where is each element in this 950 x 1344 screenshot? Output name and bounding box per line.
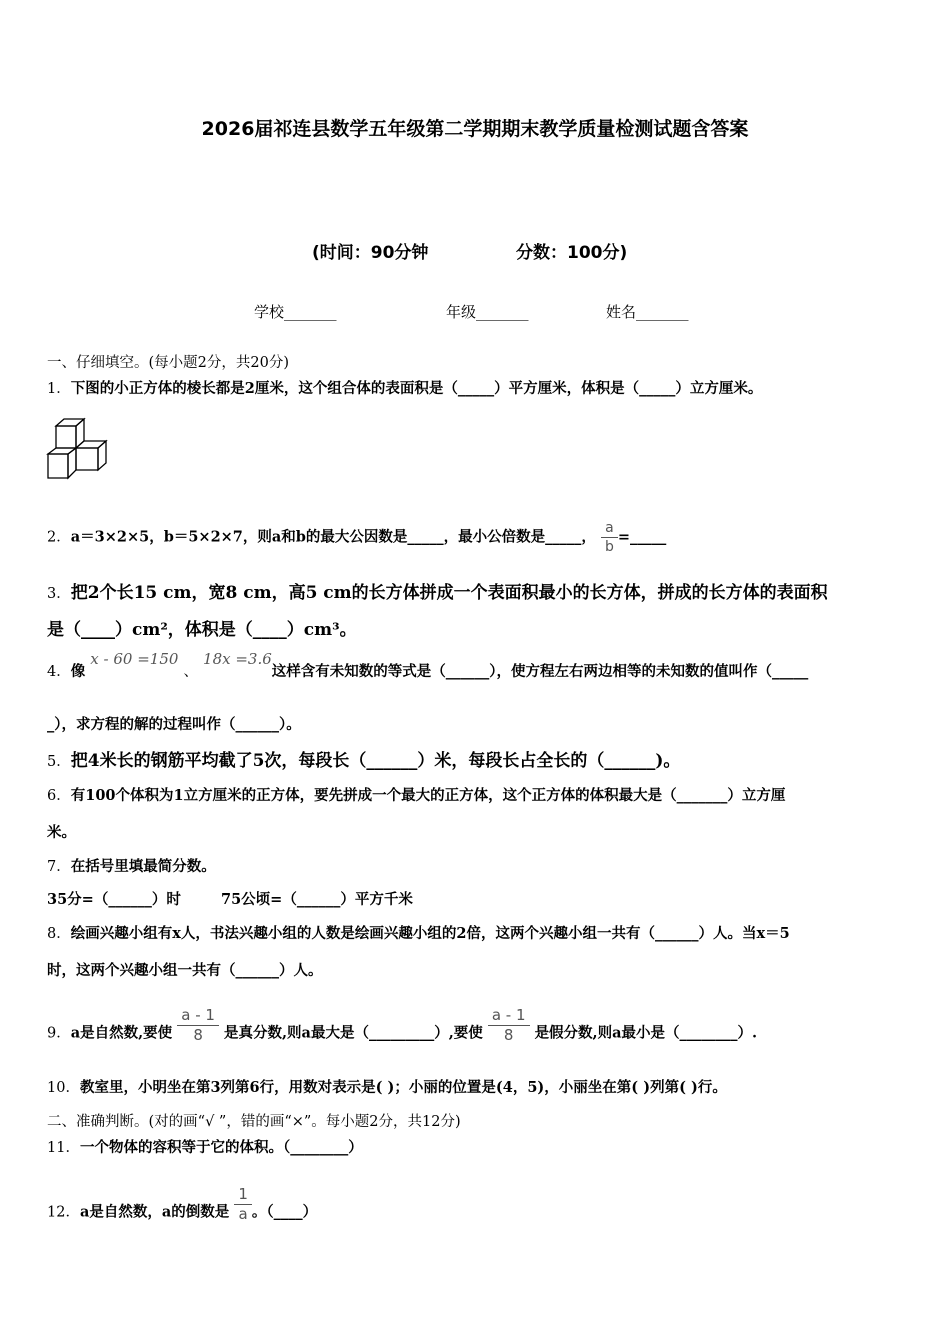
question-number: 1． xyxy=(47,381,71,397)
question-text: 绘画兴趣小组有x人，书法兴趣小组的人数是绘画兴趣小组的2倍，这两个兴趣小组一共有（______）人。当x＝5 xyxy=(70,925,790,942)
question-1 xyxy=(47,377,762,398)
question-text-2: 是真分数,则a最大是（_________）,要使 xyxy=(224,1024,483,1042)
question-number: 12． xyxy=(47,1204,80,1221)
question-3-line-1 xyxy=(47,578,828,603)
question-number: 7． xyxy=(47,859,71,875)
question-prefix: 像 xyxy=(70,663,86,680)
question-number: 2． xyxy=(47,529,71,546)
question-number: 6． xyxy=(47,788,71,804)
question-number: 10． xyxy=(47,1080,80,1096)
question-text: a＝3×2×5，b＝5×2×7，则a和b的最大公因数是_____，最小公倍数是_____， xyxy=(70,528,596,546)
exam-score: 分数：100分) xyxy=(516,243,628,263)
cubes-figure xyxy=(44,416,110,482)
question-11 xyxy=(47,1136,363,1157)
question-text: 把2个长15 cm，宽8 cm，高5 cm的长方体拼成一个表面积最小的长方体，拼成的长方体的表面积 xyxy=(70,583,828,603)
question-6-line-1 xyxy=(47,784,785,805)
question-number: 5． xyxy=(47,754,71,770)
question-number: 11． xyxy=(47,1140,80,1156)
question-8-line-2: 时，这两个兴趣小组一共有（______）人。 xyxy=(47,962,323,979)
section-1-heading: 一、仔细填空。(每小题2分，共20分) xyxy=(47,355,289,371)
fraction-denominator: 8 xyxy=(488,1025,530,1043)
question-number: 3． xyxy=(47,586,71,602)
question-text-1: a是自然数,要使 xyxy=(70,1024,173,1042)
question-8-line-1 xyxy=(47,922,790,943)
school-field: 学校_______ xyxy=(254,303,337,321)
question-text: 一个物体的容积等于它的体积。（________） xyxy=(79,1139,363,1156)
section-2-heading: 二、准确判断。(对的画“√ ”，错的画“×”。每小题2分，共12分) xyxy=(47,1114,461,1130)
exam-time: (时间：90分钟 xyxy=(312,243,429,263)
question-6-line-2: 米。 xyxy=(47,824,76,841)
question-number: 4． xyxy=(47,664,71,680)
question-4 xyxy=(47,650,809,681)
question-7 xyxy=(47,855,216,876)
fraction-denominator: b xyxy=(601,537,618,554)
question-text: 有100个体积为1立方厘米的正方体，要先拼成一个最大的正方体，这个正方体的体积最大是（_______）立方厘 xyxy=(70,787,786,804)
equation-1: x - 60 =150 xyxy=(90,650,179,668)
question-text: 教室里，小明坐在第3列第6行，用数对表示是( )；小丽的位置是(4，5)，小丽坐在第( )列第( )行。 xyxy=(79,1079,727,1096)
fraction-numerator: a xyxy=(605,520,614,536)
question-tail: 。（____） xyxy=(251,1203,318,1221)
question-text: 下图的小正方体的棱长都是2厘米，这个组合体的表面积是（_____）平方厘米，体积是（_____）立方厘米。 xyxy=(70,380,763,397)
question-9 xyxy=(47,1006,758,1051)
question-4-line-2: _），求方程的解的过程叫作（______）。 xyxy=(47,716,301,733)
fraction-numerator: 1 xyxy=(238,1185,248,1203)
question-text: a是自然数，a的倒数是 xyxy=(79,1203,230,1221)
grade-field: 年级_______ xyxy=(446,303,529,321)
fraction-1-over-a xyxy=(234,1187,252,1222)
fraction-numerator: a - 1 xyxy=(181,1006,215,1024)
page-title: 2026届祁连县数学五年级第二学期期末教学质量检测试题含答案 xyxy=(201,118,749,140)
fraction-a-minus-1-over-8 xyxy=(177,1008,219,1043)
question-text: 在括号里填最简分数。 xyxy=(70,858,216,875)
question-text: 这样含有未知数的等式是（______），使方程左右两边相等的未知数的值叫作（_____ xyxy=(271,663,809,680)
question-number: 9． xyxy=(47,1025,71,1042)
fraction-denominator: 8 xyxy=(177,1025,219,1043)
question-12 xyxy=(47,1185,318,1230)
question-2 xyxy=(47,521,666,554)
fraction-numerator: a - 1 xyxy=(491,1006,526,1024)
question-text-3: 是假分数,则a最小是（________）. xyxy=(534,1024,758,1042)
name-field: 姓名_______ xyxy=(606,303,689,321)
fraction-a-over-b xyxy=(601,521,618,554)
fraction-denominator: a xyxy=(234,1204,252,1222)
question-number: 8． xyxy=(47,926,71,942)
question-3-line-2: 是（____）cm²，体积是（____）cm³。 xyxy=(47,620,357,640)
question-7-part-a: 35分=（______）时 xyxy=(47,891,181,908)
separator: 、 xyxy=(183,664,198,680)
question-7-part-b: 75公顷=（______）平方千米 xyxy=(221,891,413,908)
question-text: 把4米长的钢筋平均截了5次，每段长（______）米，每段长占全长的（______)。 xyxy=(70,751,681,771)
equation-2: 18x =3.6 xyxy=(203,650,272,668)
fraction-a-minus-1-over-8-second xyxy=(488,1008,530,1043)
question-tail: =_____ xyxy=(617,528,667,546)
question-10 xyxy=(47,1076,727,1097)
question-5 xyxy=(47,746,680,771)
